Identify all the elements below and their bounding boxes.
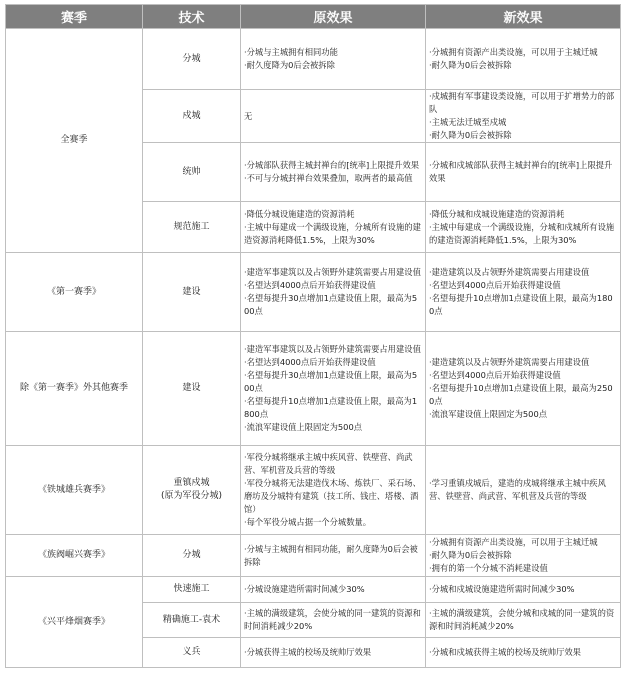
header-new-effect: 新效果: [426, 5, 621, 29]
new-effect-cell-line: ·分城拥有资源产出类设施，可以用于主城迁城: [429, 537, 598, 547]
header-row: [6, 5, 621, 29]
tech-cell-line: 分城: [182, 53, 201, 64]
new-effect-cell-line: ·名望达到4000点后开始获得建设值: [429, 370, 561, 380]
new-effect-cell: [426, 143, 621, 202]
tech-cell: [143, 202, 241, 253]
new-effect-cell-line: ·耐久降为0后会被拆除: [429, 130, 512, 140]
old-effect-cell-line: ·不可与分城封禅台效果叠加，取两者的最高值: [244, 173, 413, 183]
tech-cell: [143, 603, 241, 638]
old-effect-cell-line: ·建造军事建筑以及占领野外建筑需要占用建设值: [244, 344, 421, 354]
old-effect-cell-line: ·分城与主城拥有相同功能，耐久度降为0后会被拆除: [244, 543, 418, 567]
new-effect-cell-line: ·名望每提升10点增加1点建设值上限，最高为2500点: [429, 383, 613, 406]
table-row: [6, 332, 621, 446]
old-effect-cell: [241, 253, 426, 332]
table-row: [6, 253, 621, 332]
tech-cell-line: 义兵: [182, 647, 201, 657]
old-effect-cell-line: ·名望每提升30点增加1点建设值上限，最高为500点: [244, 370, 418, 393]
old-effect-cell: [241, 603, 426, 638]
new-effect-cell-line: ·拥有的第一个分城不消耗建设值: [429, 563, 548, 573]
table-row: [6, 29, 621, 90]
season-cell: 《兴平烽烟赛季》: [6, 577, 143, 668]
tech-comparison-table: [5, 4, 621, 668]
season-cell: 除《第一赛季》外其他赛季: [6, 332, 143, 446]
new-effect-cell-line: ·降低分城和戍城设施建造的资源消耗: [429, 208, 565, 219]
new-effect-cell-line: ·主城中每建成一个满级设施，分城和戍城所有设施的建造资源消耗降低1.5%，上限为30%: [429, 221, 615, 245]
tech-cell-line: 重镇戍城: [173, 478, 210, 488]
old-effect-cell: [241, 143, 426, 202]
tech-cell-line: 戍城: [182, 110, 201, 121]
old-effect-cell-line: ·建造军事建筑以及占领野外建筑需要占用建设值: [244, 267, 421, 277]
tech-cell-line: 规范施工: [173, 221, 210, 232]
tech-cell: [143, 577, 241, 603]
new-effect-cell-line: ·建造建筑以及占领野外建筑需要占用建设值: [429, 267, 590, 277]
tech-cell-line: 分城: [182, 550, 201, 560]
old-effect-cell: [241, 90, 426, 143]
header-season: 赛季: [6, 5, 143, 29]
tech-cell: [143, 535, 241, 577]
old-effect-cell-line: ·名望每提升30点增加1点建设值上限，最高为500点: [244, 293, 418, 316]
new-effect-cell-line: ·戍城拥有军事建设类设施，可以用于扩增势力的部队: [429, 91, 615, 114]
new-effect-cell-line: ·主城无法迁城至戍城: [429, 117, 507, 127]
tech-cell: [143, 29, 241, 90]
old-effect-cell-line: ·分城部队获得主城封禅台的[统率]上限提升效果: [244, 160, 420, 170]
comparison-table-wrapper: [5, 4, 620, 668]
tech-cell: [143, 90, 241, 143]
new-effect-cell-line: ·耐久降为0后会被拆除: [429, 550, 512, 560]
old-effect-cell-line: ·分城与主城拥有相同功能: [244, 47, 338, 57]
old-effect-cell-line: ·名望达到4000点后开始获得建设值: [244, 280, 376, 290]
header-tech: 技术: [143, 5, 241, 29]
new-effect-cell: [426, 603, 621, 638]
tech-cell-line: 建设: [182, 383, 201, 393]
new-effect-cell: [426, 638, 621, 668]
new-effect-cell: [426, 332, 621, 446]
tech-cell-line: 统帅: [182, 166, 201, 177]
tech-cell-line: (原为军役分城): [160, 491, 223, 501]
old-effect-cell: [241, 577, 426, 603]
tech-cell: [143, 446, 241, 535]
new-effect-cell: [426, 535, 621, 577]
season-cell: 《铁城雄兵赛季》: [6, 446, 143, 535]
new-effect-cell-line: ·主城的满级建筑，会使分城和戍城的同一建筑的资源和时间消耗减少20%: [429, 608, 615, 631]
old-effect-cell-line: ·每个军役分城占据一个分城数量。: [244, 517, 372, 527]
new-effect-cell-line: ·学习重镇戍城后，建造的戍城将继承主城中疾风营、铁壁营、尚武营、军机营及兵营的等级: [429, 478, 606, 501]
old-effect-cell-line: ·名望每提升10点增加1点建设值上限，最高为1800点: [244, 396, 418, 419]
old-effect-cell: [241, 332, 426, 446]
old-effect-cell: [241, 638, 426, 668]
old-effect-cell: [241, 29, 426, 90]
new-effect-cell: [426, 29, 621, 90]
new-effect-cell: [426, 577, 621, 603]
tech-cell-line: 精确施工-袁术: [162, 614, 221, 625]
old-effect-cell: [241, 202, 426, 253]
new-effect-cell-line: ·分城和戍城设施建造所需时间减少30%: [429, 584, 575, 594]
table-row: [6, 535, 621, 577]
old-effect-cell-line: ·分城获得主城的校场及统帅厅效果: [244, 647, 372, 657]
old-effect-cell: [241, 446, 426, 535]
table-row: [6, 446, 621, 535]
tech-cell: [143, 143, 241, 202]
old-effect-cell-line: ·流浪军建设值上限固定为500点: [244, 422, 363, 432]
old-effect-cell-line: ·降低分城设施建造的资源消耗: [244, 208, 355, 219]
tech-cell: [143, 332, 241, 446]
tech-cell: [143, 638, 241, 668]
old-effect-cell-line: ·军役分城将继承主城中疾风营、铁壁营、尚武营、军机营及兵营的等级: [244, 452, 413, 475]
new-effect-cell-line: ·流浪军建设值上限固定为500点: [429, 409, 548, 419]
old-effect-cell-line: ·耐久度降为0后会被拆除: [244, 60, 335, 70]
season-cell: 全赛季: [6, 29, 143, 253]
old-effect-cell: [241, 535, 426, 577]
new-effect-cell: [426, 90, 621, 143]
new-effect-cell: [426, 253, 621, 332]
new-effect-cell-line: ·分城和戍城部队获得主城封禅台的[统率]上限提升效果: [429, 160, 613, 183]
new-effect-cell: [426, 446, 621, 535]
tech-cell-line: 快速施工: [173, 584, 210, 594]
season-cell: 《族阀崛兴赛季》: [6, 535, 143, 577]
new-effect-cell-line: ·分城拥有资源产出类设施，可以用于主城迁城: [429, 47, 598, 57]
new-effect-cell-line: ·分城和戍城获得主城的校场及统帅厅效果: [429, 647, 581, 657]
old-effect-cell-line: 无: [244, 110, 253, 121]
tech-cell: [143, 253, 241, 332]
old-effect-cell-line: ·主城的满级建筑，会使分城的同一建筑的资源和时间消耗减少20%: [244, 608, 421, 631]
old-effect-cell-line: ·军役分城将无法建造伐木场、炼铁厂、采石场、磨坊及分城特有建筑（技工所、钱庄、塔楼、酒馆）: [244, 478, 421, 514]
new-effect-cell: [426, 202, 621, 253]
old-effect-cell-line: ·主城中每建成一个满级设施，分城所有设施的建造资源消耗降低1.5%，上限为30%: [244, 221, 421, 245]
new-effect-cell-line: ·名望每提升10点增加1点建设值上限，最高为1800点: [429, 293, 613, 316]
new-effect-cell-line: ·耐久降为0后会被拆除: [429, 60, 512, 70]
old-effect-cell-line: ·分城设施建造所需时间减少30%: [244, 584, 365, 594]
table-body: [6, 29, 621, 668]
season-cell: 《第一赛季》: [6, 253, 143, 332]
new-effect-cell-line: ·名望达到4000点后开始获得建设值: [429, 280, 561, 290]
tech-cell-line: 建设: [182, 286, 201, 297]
old-effect-cell-line: ·名望达到4000点后开始获得建设值: [244, 357, 376, 367]
table-row: [6, 577, 621, 603]
header-old-effect: 原效果: [241, 5, 426, 29]
new-effect-cell-line: ·建造建筑以及占领野外建筑需要占用建设值: [429, 357, 590, 367]
